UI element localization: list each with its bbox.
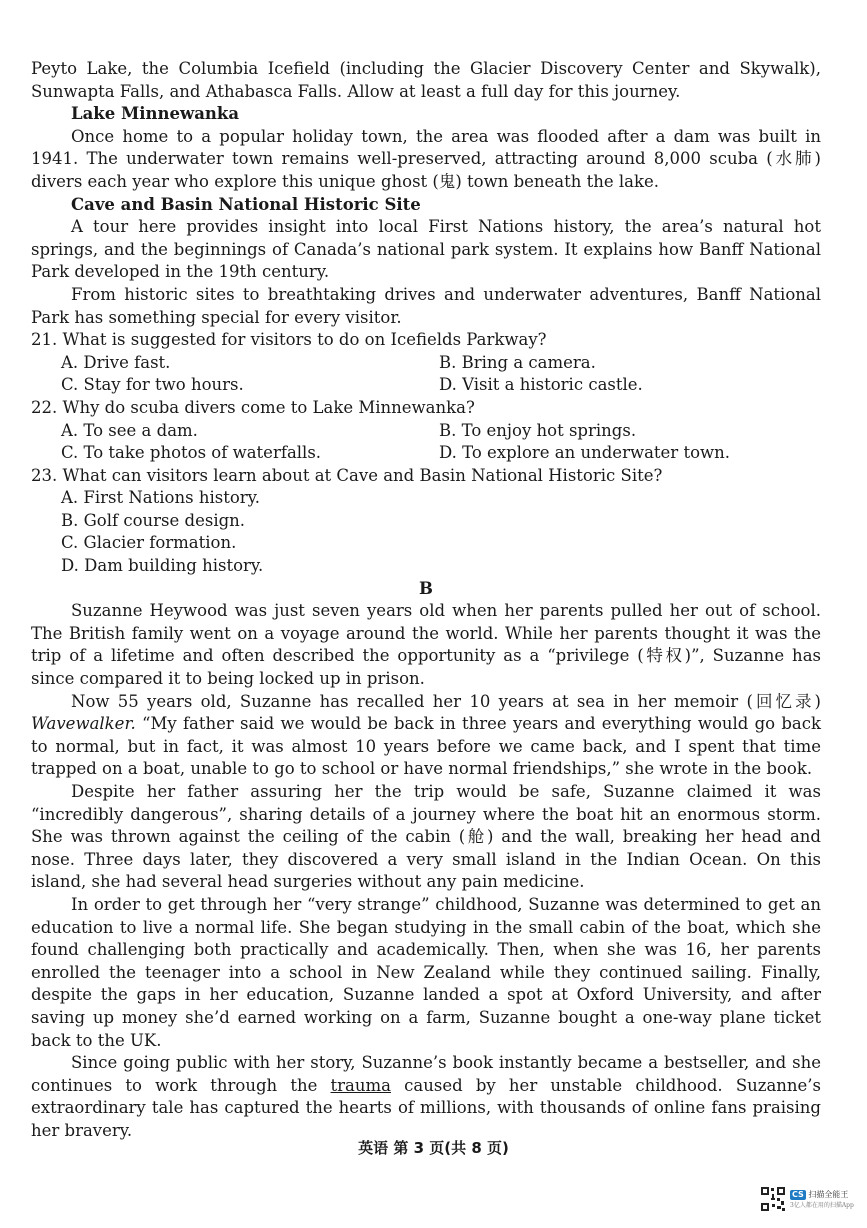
option-a: A. Drive fast. [61, 352, 171, 372]
question-23 [31, 465, 821, 578]
passage-b-paragraph-2 [31, 691, 821, 781]
page-number-footer: 英语 第 3 页(共 8 页) [358, 1139, 509, 1157]
option-row [31, 374, 821, 397]
scanner-subtitle: 3亿人都在用的扫描App [790, 1201, 854, 1209]
qr-code-icon [760, 1186, 786, 1212]
option-b: B. Golf course design. [61, 510, 246, 530]
scanner-branding [790, 1190, 854, 1209]
option-c: C. To take photos of waterfalls. [61, 443, 322, 463]
question-22 [31, 397, 821, 465]
cave-basin-heading: Cave and Basin National Historic Site [71, 194, 421, 214]
passage-a-closing: From historic sites to breathtaking drives and underwater adventures, Banff National Park has something special for every visitor. [31, 284, 821, 327]
option-row [31, 420, 821, 443]
question-21 [31, 329, 821, 397]
book-title: Wavewalker. [31, 714, 136, 734]
option-a: A. To see a dam. [61, 420, 198, 440]
option-b: B. Bring a camera. [439, 352, 596, 372]
passage-b-paragraph-4: In order to get through her “very strange” childhood, Suzanne was determined to get an education to live a normal life. She began studying in the small cabin of the boat, which she found challenging both practically and academically. Then, when she was 16, her parents enrolled the teenager into a school in New Zealand while they continued sailing. Finally, despite the gaps in her education, Suzanne landed a spot at Oxford University, and after saving up money she’d earned working on a farm, Suzanne bought a one-way plane ticket back to the UK. [31, 894, 821, 1050]
passage-b-paragraph-1: Suzanne Heywood was just seven years old when her parents pulled her out of school. The British family went on a voyage around the world. While her parents thought it was the trip of a lifetime and often described the opportunity as a “privilege (特权)”, Suzanne has since compared it to being locked up in prison. [31, 601, 821, 689]
lake-minnewanka-text: Once home to a popular holiday town, the area was flooded after a dam was built in 1941. The underwater town remains well-preserved, attracting around 8,000 scuba (水肺) divers each year who explore this unique ghost (鬼) town beneath the lake. [31, 126, 821, 191]
cave-basin-text: A tour here provides insight into local First Nations history, the area’s natural hot springs, and the beginnings of Canada’s national park system. It explains how Banff National Park developed in the 19th century. [31, 217, 821, 282]
page-content [31, 58, 821, 1143]
option-b: B. To enjoy hot springs. [439, 420, 637, 440]
underlined-word: trauma [330, 1075, 391, 1095]
option-a: A. First Nations history. [61, 488, 261, 508]
passage-b-paragraph-5 [31, 1052, 821, 1142]
question-stem: 23. What can visitors learn about at Cave and Basin National Historic Site? [31, 465, 663, 485]
option-row [31, 352, 821, 375]
question-stem: 22. Why do scuba divers come to Lake Minnewanka? [31, 397, 475, 417]
scanner-watermark [760, 1180, 856, 1218]
cs-logo-icon: CS [792, 1189, 804, 1199]
section-b-heading: B [419, 578, 433, 598]
question-stem: 21. What is suggested for visitors to do on Icefields Parkway? [31, 330, 547, 350]
paragraph-text: Now 55 years old, Suzanne has recalled her 10 years at sea in her memoir (回忆录) [71, 691, 821, 711]
option-c: C. Stay for two hours. [61, 375, 244, 395]
option-d: D. Visit a historic castle. [439, 375, 643, 395]
paragraph-text: Since going public with her story, Suzanne’s book instantly became a bestseller, and she continues to work through the [31, 1053, 821, 1095]
paragraph-text: caused by her unstable childhood. Suzanne’s extraordinary tale has captured the hearts of millions, with thousands of online fans praising her bravery. [31, 1075, 822, 1140]
option-c: C. Glacier formation. [61, 533, 237, 553]
passage-a-intro: Peyto Lake, the Columbia Icefield (including the Glacier Discovery Center and Skywalk), Sunwapta Falls, and Athabasca Falls. Allow at least a full day for this journey. [31, 59, 821, 101]
option-row [31, 442, 821, 465]
lake-minnewanka-heading: Lake Minnewanka [71, 104, 240, 124]
paragraph-text: “My father said we would be back in three years and everything would go back to normal, but in fact, it was almost 10 years before we came back, and I spent that time trapped on a boat, unable to go to school or have normal friendships,” she wrote in the book. [31, 714, 821, 779]
scanner-logo [790, 1190, 854, 1200]
option-d: D. Dam building history. [61, 556, 264, 576]
passage-b-paragraph-3: Despite her father assuring her the trip would be safe, Suzanne claimed it was “incredibly dangerous”, sharing details of a journey where the boat hit an enormous storm. She was thrown against the ceiling of the cabin (舱) and the wall, breaking her head and nose. Three days later, they discovered a very small island in the Indian Ocean. On this island, she had several head surgeries without any pain medicine. [31, 782, 821, 892]
option-d: D. To explore an underwater town. [439, 443, 730, 463]
scanner-brand-name: 扫描全能王 [808, 1189, 849, 1199]
